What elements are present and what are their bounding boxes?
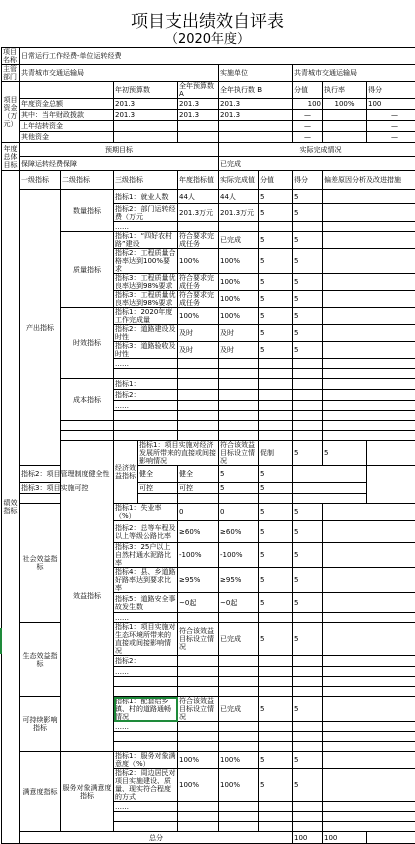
l2-eco: 生态效益指标 — [20, 623, 61, 697]
funds-header: 年初预算数 — [114, 82, 178, 99]
table-row: …… — [2, 667, 415, 677]
expected-goal[interactable]: 保障运转经费保障 — [20, 157, 219, 171]
l2-quality: 质量指标 — [61, 232, 114, 308]
col-header: 实际完成值 — [219, 171, 259, 190]
funds-header: 全年预算数 A — [178, 82, 219, 99]
table-row: 指标4：县、乡道路好路率达到要求比率 ≥95% ≥95% 5 5 — [2, 568, 415, 593]
table-row: 时效指标 指标1：2020年度工作完成量 100% 100% 5 5 — [2, 308, 415, 325]
perf-label: 绩效指标 — [2, 171, 20, 844]
impl-value[interactable]: 共青城市交通运输局 — [293, 65, 415, 82]
funds-header: 执行率 — [323, 82, 367, 99]
l2-quantity: 数量指标 — [61, 190, 114, 232]
total-label: 总分 — [20, 832, 293, 844]
col-header: 年度指标值 — [178, 171, 219, 190]
table-row: 指标2： — [2, 656, 415, 667]
funds-header: 分值 — [293, 82, 323, 99]
l2-social: 社会效益指标 — [20, 504, 61, 623]
table-row: …… — [2, 222, 415, 232]
total-row — [2, 832, 415, 844]
table-row: 指标5：道路安全事故发生数 ~0起 ~0起 5 5 — [2, 593, 415, 613]
table-row: 指标3：25户以上自然村通水泥路比率 -100% -100% 5 5 — [2, 543, 415, 568]
table-row — [2, 431, 415, 441]
actual-goal[interactable]: 已完成 — [219, 157, 415, 171]
table-row: 可持续影响指标 指标1：配套给乡镇、村的道路通畅情况 符合该效益目标设立情况 已完成 5 5 — [2, 697, 415, 722]
table-row: 指标2：总等车程及以上等级公路比率 ≥60% ≥60% 5 5 — [2, 521, 415, 543]
col-header: 偏差原因分析及改进措施 — [323, 171, 415, 190]
funds-row: 其中：当年财政拨款 201.3 201.3 201.3 — — — [2, 110, 415, 121]
dept-value[interactable]: 共青城市交通运输局 — [20, 65, 219, 82]
selection-marker — [0, 628, 2, 654]
impl-label: 实施单位 — [219, 65, 293, 82]
l1-output: 产出指标 — [20, 190, 61, 466]
funds-header: 得分 — [367, 82, 415, 99]
funds-label: 项目资金（万元） — [2, 82, 20, 143]
table-row: 产出指标 数量指标 指标1：就业人数 44人 44人 5 5 — [2, 190, 415, 204]
table-row: 指标2：周边居民对项目实施建设、质量、现实符合程度的方式 100% 100% 5 5 — [2, 769, 415, 802]
table-row: 指标3：项目实施可控 可控 可控 5 5 — [2, 483, 415, 494]
table-row: 质量指标 指标1：“四好农村路”建设 符合要求完成任务 已完成 5 5 — [2, 232, 415, 249]
table-row: 指标2：道路建设及时性 及时 及时 5 5 — [2, 325, 415, 342]
project-name-label: 项目名称 — [2, 48, 20, 65]
total-got[interactable]: 100 — [323, 832, 367, 844]
col-header: 一级指标 — [20, 171, 61, 190]
funds-row: 其他资金 — — — [2, 132, 415, 143]
l2-time: 时效指标 — [61, 308, 114, 379]
col-header: 分值 — [259, 171, 293, 190]
actual-goal-header: 实际完成情况 — [219, 143, 415, 157]
l1-benefit: 效益指标 — [61, 441, 114, 752]
table-row: …… — [2, 613, 415, 623]
total-score[interactable]: 100 — [293, 832, 323, 844]
table-row: 成本指标 指标1： — [2, 379, 415, 390]
table-row: 指标3：工程质量优良率达到98%要求 符合要求完成任务 100% 5 5 — [2, 291, 415, 308]
col-header: 三级指标 — [114, 171, 178, 190]
col-header: 得分 — [293, 171, 323, 190]
table-row: …… — [2, 722, 415, 732]
table-row: 指标2：工程质量合格率达到100%要求 100% 100% 5 5 — [2, 249, 415, 274]
table-row: 指标3：工程质量优良率达到98%要求 符合要求完成任务 100% 5 5 — [2, 274, 415, 291]
department-row — [2, 65, 415, 82]
column-header-row — [2, 171, 415, 190]
evaluation-table — [1, 47, 415, 844]
funds-row: 上年结转资金 — — — [2, 121, 415, 132]
table-row: 指标2：项目管理制度健全性 健全 健全 5 5 — [2, 466, 415, 483]
table-row: 指标3：道路验收及时性 及时 及时 5 5 — [2, 342, 415, 359]
l2-sat: 服务对象满意度指标 — [61, 752, 114, 832]
funds-header: 全年执行数 B — [219, 82, 293, 99]
col-header: 二级指标 — [61, 171, 114, 190]
report-title: 项目支出绩效自评表 — [0, 12, 415, 32]
goals-row — [2, 157, 415, 171]
l2-econ: 经济效益指标 — [114, 441, 138, 504]
project-name-value[interactable]: 日常运行工作经费-单位运转经费 — [20, 48, 415, 65]
l2-cost: 成本指标 — [61, 379, 114, 421]
table-row — [2, 494, 415, 504]
l2-sustain: 可持续影响指标 — [20, 697, 61, 752]
dept-label: 主管部门 — [2, 65, 20, 82]
table-row: 指标2： — [2, 390, 415, 401]
table-row: …… — [2, 802, 415, 812]
expected-goal-header: 预期目标 — [20, 143, 219, 157]
table-row: 生态效益指标 指标1：项目实施对生态环境所带来的直接或间接影响情况 符合该效益目标设立情况 已完成 5 5 — [2, 623, 415, 656]
l1-satisfaction: 满意度指标 — [20, 752, 61, 832]
table-row: 社会效益指标 指标1：失业率（%） 0 0 5 5 — [2, 504, 415, 521]
table-row: 指标2：部门运转经费（万元 201.3万元 201.3万元 5 5 — [2, 204, 415, 222]
table-row: …… — [2, 359, 415, 369]
table-row: 满意度指标 服务对象满意度指标 指标1：服务对象满意度（%） 100% 100% 5 5 — [2, 752, 415, 769]
goals-header-row — [2, 143, 415, 157]
goals-label: 年度总体目标 — [2, 143, 20, 171]
report-year: （2020年度） — [0, 32, 415, 48]
table-row — [2, 421, 415, 431]
project-name-row — [2, 48, 415, 65]
table-row: …… — [2, 401, 415, 411]
table-row: 效益指标 经济效益指标 指标1：项目实施对经济发展所带来的直接或间接影响情况 符合该效益目标设立情况 促制 5 5 — [2, 441, 415, 466]
funds-header-row — [2, 82, 415, 99]
funds-row: 年度资金总额 201.3 201.3 201.3 100 100% 100 — [2, 99, 415, 110]
selected-cell[interactable]: 指标1：配套给乡镇、村的道路通畅情况 — [114, 697, 178, 722]
